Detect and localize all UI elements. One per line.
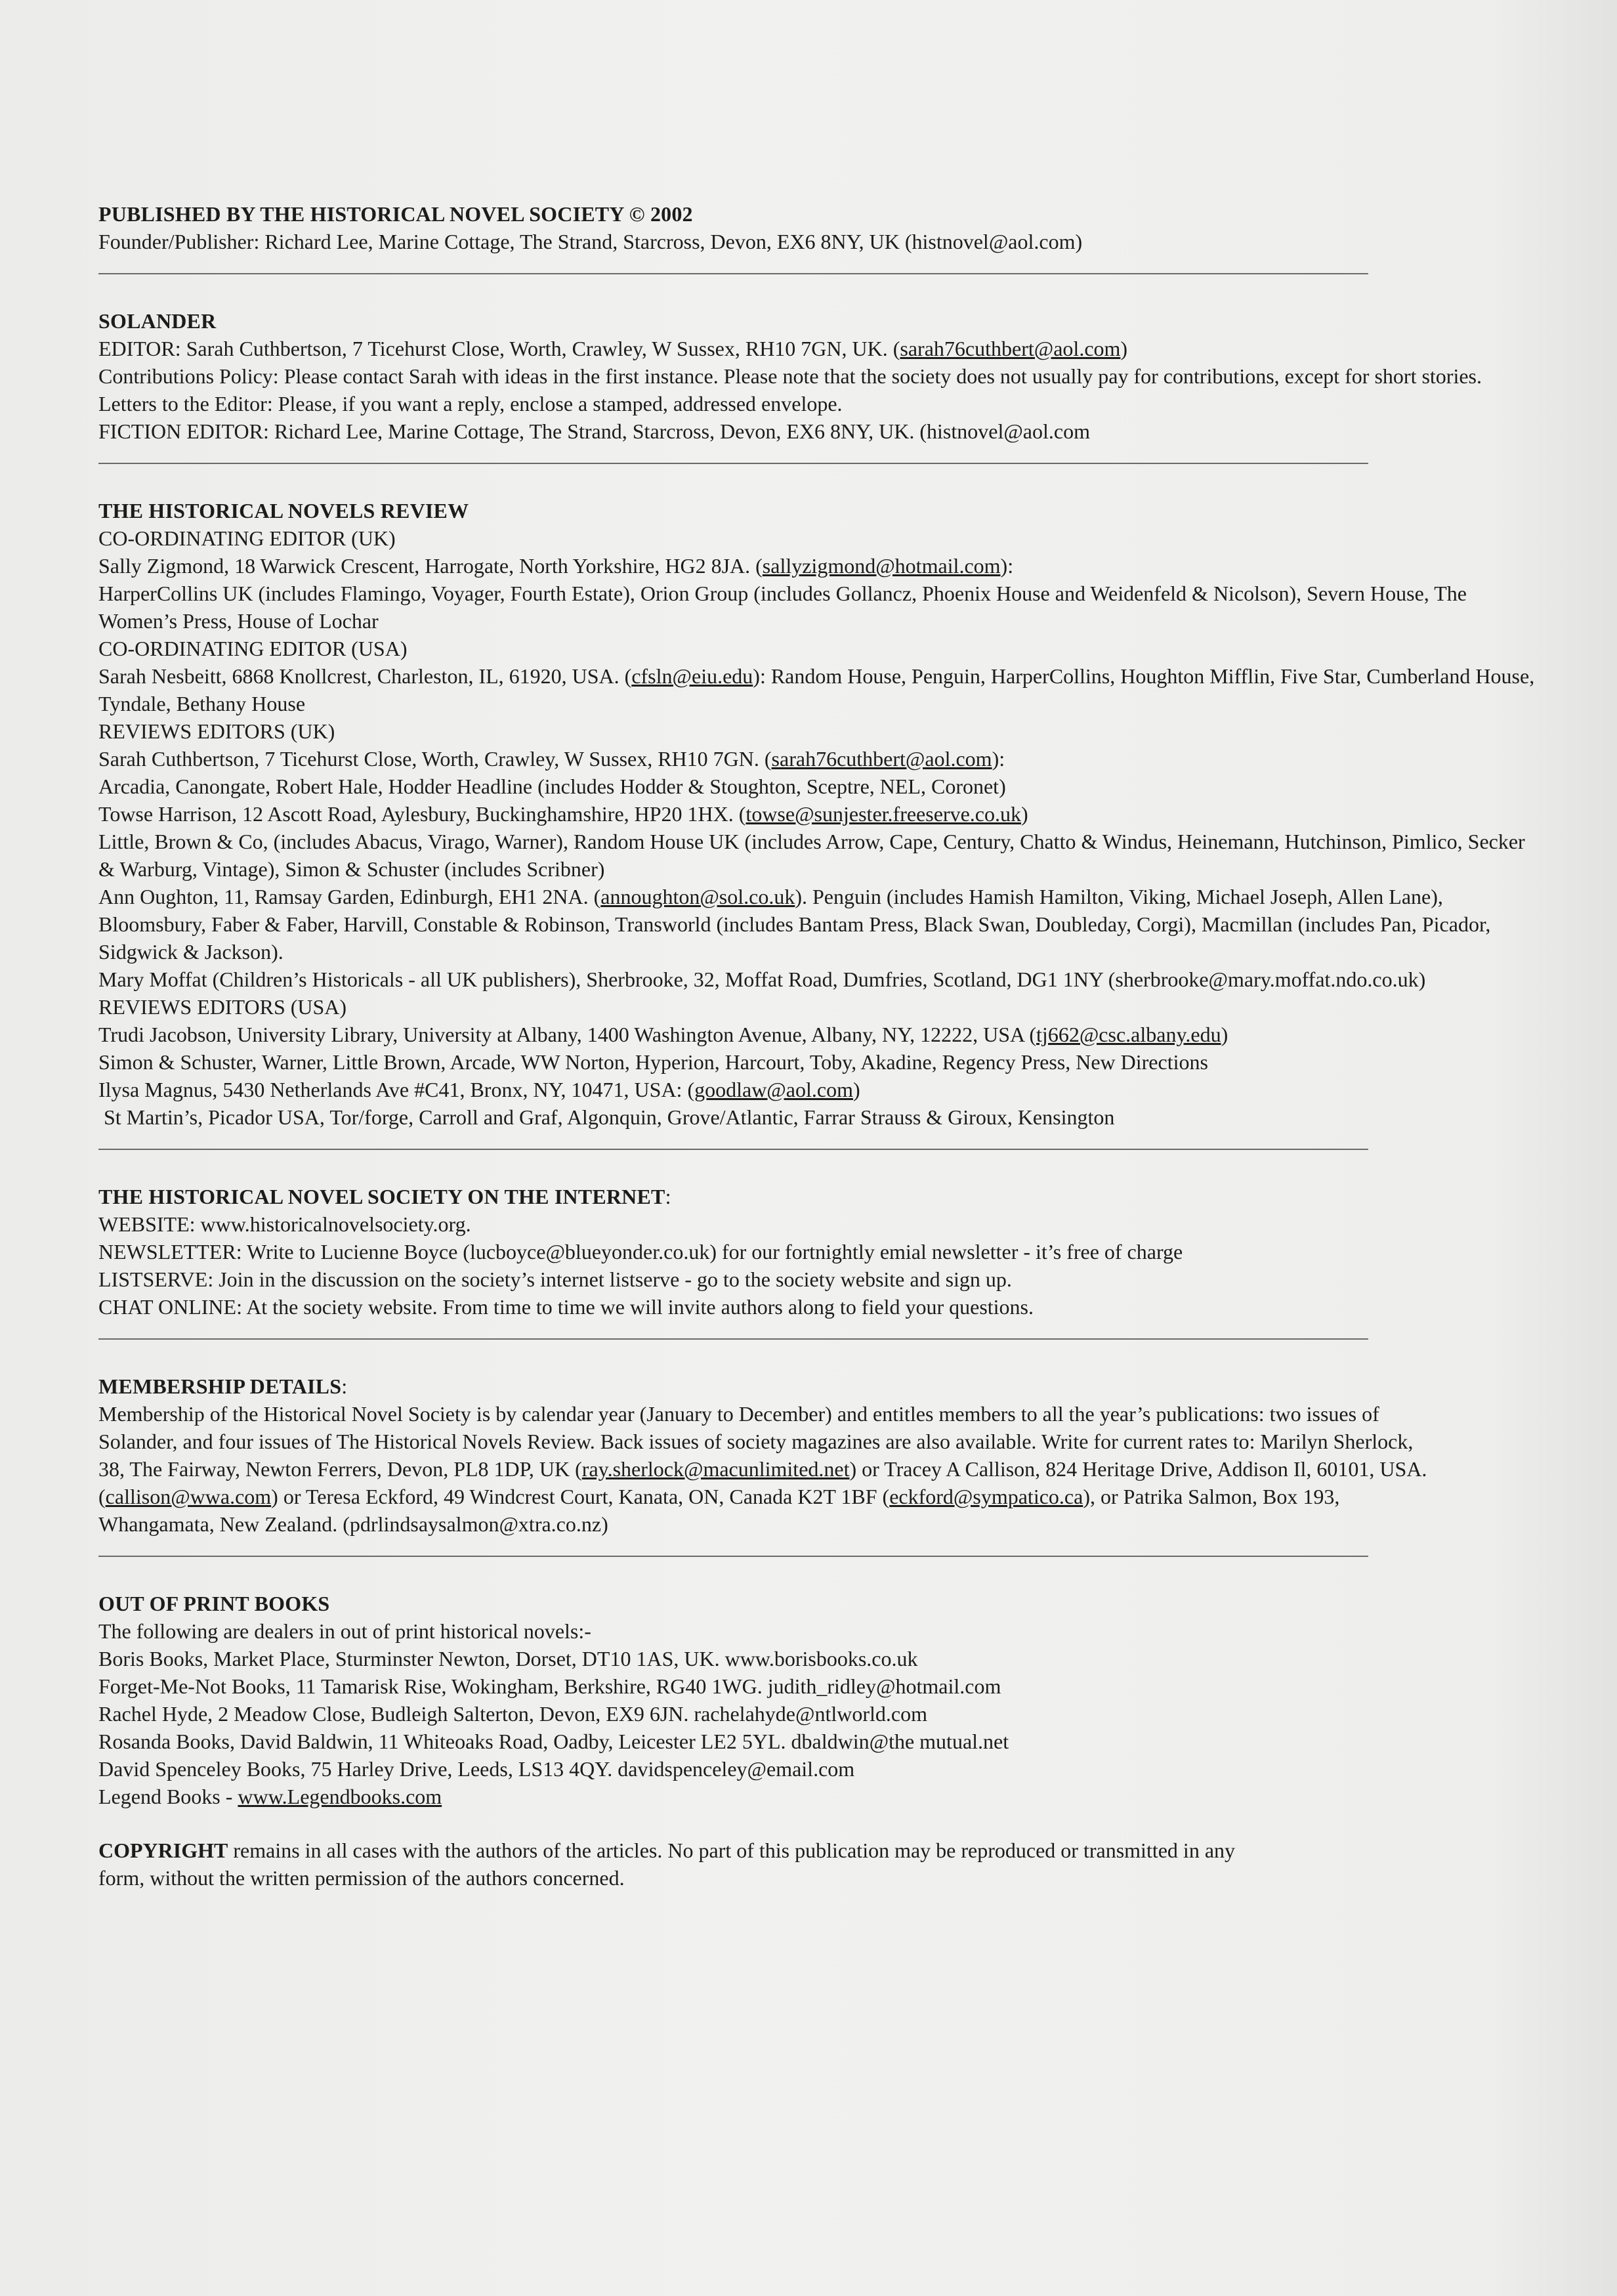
rev-uk-1-text-end: ): <box>992 747 1005 771</box>
rev-uk-1-publishers: Arcadia, Canongate, Robert Hale, Hodder Headline (includes Hodder & Stoughton, Sceptre, NEL, Coronet) <box>98 775 1006 798</box>
rev-uk-3-text-end: ). Penguin (includes Hamish Hamilton, Viking, Michael Joseph, Allen Lane), Bloomsbury, Faber & Faber, Harvill, Constable & Robinson, Transworld (includes Bantam Press, Black Swan, Doubleday, Corgi), Macmillan (includes Pan, Picador, Sidgwick & Jackson). <box>98 885 1491 964</box>
review-heading: THE HISTORICAL NOVELS REVIEW <box>98 499 469 522</box>
coord-uk-text: Sally Zigmond, 18 Warwick Crescent, Harrogate, North Yorkshire, HG2 8JA. ( <box>98 554 763 578</box>
solander-editor <box>98 335 1542 362</box>
rev-usa-2-text: Ilysa Magnus, 5430 Netherlands Ave #C41, Bronx, NY, 10471, USA: ( <box>98 1078 695 1101</box>
copyright-text: remains in all cases with the authors of the articles. No part of this publication may be reproduced or transmitted in any form, without the written permission of the authors concerned. <box>98 1839 1236 1890</box>
coord-usa-text: Sarah Nesbeitt, 6868 Knollcrest, Charleston, IL, 61920, USA. ( <box>98 664 632 688</box>
out-of-print-section <box>98 1590 1542 1810</box>
internet-heading: THE HISTORICAL NOVEL SOCIETY ON THE INTERNET <box>98 1185 665 1208</box>
copyright-label: COPYRIGHT <box>98 1839 228 1862</box>
listserve-line: LISTSERVE: Join in the discussion on the society’s internet listserve - go to the society website and sign up. <box>98 1267 1012 1291</box>
membership-email-1-link[interactable]: ray.sherlock@macunlimited.net <box>581 1457 850 1481</box>
fiction-editor: FICTION EDITOR: Richard Lee, Marine Cottage, The Strand, Starcross, Devon, EX6 8NY, UK. (histnovel@aol.com <box>98 419 1090 443</box>
rev-usa-editor-1 <box>98 1021 1542 1048</box>
rev-uk-editor-3 <box>98 883 1536 966</box>
coord-usa-email-link[interactable]: cfsln@eiu.edu <box>631 664 753 688</box>
dealer-item: Rachel Hyde, 2 Meadow Close, Budleigh Salterton, Devon, EX9 6JN. rachelahyde@ntlworld.com <box>98 1702 927 1726</box>
legend-books-link[interactable]: www.Legendbooks.com <box>238 1785 442 1808</box>
membership-email-2-link[interactable]: callison@wwa.com <box>105 1485 272 1508</box>
divider <box>98 1338 1368 1340</box>
rev-uk-editor-2 <box>98 800 1542 828</box>
rev-uk-3-email-link[interactable]: annoughton@sol.co.uk <box>600 885 795 908</box>
page-content <box>98 200 1542 1892</box>
rev-uk-2-text: Towse Harrison, 12 Ascott Road, Aylesbury, Buckinghamshire, HP20 1HX. ( <box>98 802 746 826</box>
dealer-item: Rosanda Books, David Baldwin, 11 Whiteoaks Road, Oadby, Leicester LE2 5YL. dbaldwin@the mutual.net <box>98 1730 1009 1753</box>
chat-line: CHAT ONLINE: At the society website. From time to time we will invite authors along to field your questions. <box>98 1295 1034 1319</box>
legend-books-text: Legend Books - <box>98 1785 238 1808</box>
membership-text-2: ) or Tracey A Callison, 824 Heritage Drive, Addison Il, 60101, USA. ( <box>98 1457 1427 1508</box>
coord-uk-email-link[interactable]: sallyzigmond@hotmail.com <box>762 554 1001 578</box>
editor-email-link[interactable]: sarah76cuthbert@aol.com <box>900 337 1121 360</box>
internet-heading-colon: : <box>665 1185 671 1208</box>
membership-email-3-link[interactable]: eckford@sympatico.ca <box>889 1485 1083 1508</box>
published-section <box>98 200 1542 255</box>
rev-usa-1-text-end: ) <box>1221 1023 1228 1046</box>
divider <box>98 463 1368 464</box>
out-of-print-heading: OUT OF PRINT BOOKS <box>98 1592 330 1615</box>
membership-heading-line <box>98 1372 1542 1400</box>
internet-section <box>98 1183 1542 1321</box>
internet-heading-line <box>98 1183 1542 1210</box>
rev-usa-label: REVIEWS EDITORS (USA) <box>98 995 347 1019</box>
rev-uk-2-publishers: Little, Brown & Co, (includes Abacus, Virago, Warner), Random House UK (includes Arrow, Cape, Century, Chatto & Windus, Heinemann, Hutchinson, Pimlico, Secker & Warburg, Vintage), Simon & Schuster (includes Scribner) <box>98 830 1525 881</box>
membership-heading: MEMBERSHIP DETAILS <box>98 1374 342 1398</box>
solander-heading: SOLANDER <box>98 309 217 333</box>
membership-text-1: Membership of the Historical Novel Society is by calendar year (January to December) and entitles members to all the year’s publications: two issues of Solander, and four issues of The Historical Novels Review. Back issues of society magazines are also available. Write for current rates to: Marilyn Sherlock, 38, The Fairway, Newton Ferrers, Devon, PL8 1DP, UK ( <box>98 1402 1414 1481</box>
membership-text <box>98 1400 1431 1538</box>
membership-section <box>98 1372 1542 1538</box>
coord-usa-editor <box>98 662 1536 717</box>
membership-text-3: ) or Teresa Eckford, 49 Windcrest Court, Kanata, ON, Canada K2T 1BF ( <box>271 1485 890 1508</box>
rev-uk-label: REVIEWS EDITORS (UK) <box>98 719 335 743</box>
out-of-print-intro: The following are dealers in out of print historical novels:- <box>98 1619 591 1643</box>
letters-policy: Letters to the Editor: Please, if you want a reply, enclose a stamped, addressed envelope. <box>98 392 843 415</box>
rev-usa-2-text-end: ) <box>852 1078 860 1101</box>
divider <box>98 273 1368 274</box>
rev-usa-1-publishers: Simon & Schuster, Warner, Little Brown, Arcade, WW Norton, Hyperion, Harcourt, Toby, Akadine, Regency Press, New Directions <box>98 1050 1208 1074</box>
legend-books-line <box>98 1783 1542 1810</box>
copyright-notice <box>98 1837 1280 1892</box>
founder-line: Founder/Publisher: Richard Lee, Marine Cottage, The Strand, Starcross, Devon, EX6 8NY, UK (histnovel@aol.com) <box>98 230 1083 253</box>
membership-heading-colon: : <box>341 1374 348 1398</box>
rev-usa-1-email-link[interactable]: tj662@csc.albany.edu <box>1036 1023 1221 1046</box>
rev-uk-2-text-end: ) <box>1020 802 1028 826</box>
rev-uk-1-email-link[interactable]: sarah76cuthbert@aol.com <box>771 747 992 771</box>
coord-usa-label: CO-ORDINATING EDITOR (USA) <box>98 637 408 660</box>
coord-uk-editor <box>98 552 1542 580</box>
coord-uk-publishers: HarperCollins UK (includes Flamingo, Voyager, Fourth Estate), Orion Group (includes Gollancz, Phoenix House and Weidenfeld & Nicolson), Severn House, The Women’s Press, House of Lochar <box>98 582 1467 633</box>
rev-uk-1-text: Sarah Cuthbertson, 7 Ticehurst Close, Worth, Crawley, W Sussex, RH10 7GN. ( <box>98 747 772 771</box>
rev-usa-1-text: Trudi Jacobson, University Library, University at Albany, 1400 Washington Avenue, Albany, NY, 12222, USA ( <box>98 1023 1037 1046</box>
rev-uk-2-email-link[interactable]: towse@sunjester.freeserve.co.uk <box>746 802 1021 826</box>
solander-section <box>98 307 1542 445</box>
dealer-item: Forget-Me-Not Books, 11 Tamarisk Rise, Wokingham, Berkshire, RG40 1WG. judith_ridley@hotmail.com <box>98 1674 1001 1698</box>
rev-uk-editor-4: Mary Moffat (Children’s Historicals - all UK publishers), Sherbrooke, 32, Moffat Road, Dumfries, Scotland, DG1 1NY (sherbrooke@mary.moffat.ndo.co.uk) <box>98 967 1426 991</box>
published-heading: PUBLISHED BY THE HISTORICAL NOVEL SOCIETY © 2002 <box>98 202 693 226</box>
coord-usa-text-end: ): Random House, Penguin, HarperCollins, Houghton Mifflin, Five Star, Cumberland House, Tyndale, Bethany House <box>98 664 1535 715</box>
rev-usa-editor-2 <box>98 1076 1542 1103</box>
contributions-policy: Contributions Policy: Please contact Sarah with ideas in the first instance. Please note that the society does not usually pay for contributions, except for short stories. <box>98 364 1482 388</box>
rev-usa-2-publishers: St Martin’s, Picador USA, Tor/forge, Carroll and Graf, Algonquin, Grove/Atlantic, Farrar Strauss & Giroux, Kensington <box>98 1105 1115 1129</box>
rev-uk-3-text: Ann Oughton, 11, Ramsay Garden, Edinburgh, EH1 2NA. ( <box>98 885 601 908</box>
dealer-item: David Spenceley Books, 75 Harley Drive, Leeds, LS13 4QY. davidspenceley@email.com <box>98 1757 855 1781</box>
editor-text-end: ) <box>1120 337 1128 360</box>
spacer <box>98 1810 1542 1837</box>
divider <box>98 1149 1368 1150</box>
coord-uk-text-end: ): <box>1000 554 1014 578</box>
website-line: WEBSITE: www.historicalnovelsociety.org. <box>98 1212 471 1236</box>
membership-text-4: ), or Patrika Salmon, Box 193, Whangamata, New Zealand. (pdrlindsaysalmon@xtra.co.nz) <box>98 1485 1340 1536</box>
editor-text: EDITOR: Sarah Cuthbertson, 7 Ticehurst Close, Worth, Crawley, W Sussex, RH10 7GN, UK. ( <box>98 337 900 360</box>
review-section <box>98 497 1542 1131</box>
rev-uk-editor-1 <box>98 745 1542 773</box>
dealer-item: Boris Books, Market Place, Sturminster Newton, Dorset, DT10 1AS, UK. www.borisbooks.co.uk <box>98 1647 918 1670</box>
coord-uk-label: CO-ORDINATING EDITOR (UK) <box>98 526 396 550</box>
newsletter-line: NEWSLETTER: Write to Lucienne Boyce (lucboyce@blueyonder.co.uk) for our fortnightly emial newsletter - it’s free of charge <box>98 1240 1183 1264</box>
divider <box>98 1556 1368 1557</box>
rev-usa-2-email-link[interactable]: goodlaw@aol.com <box>694 1078 853 1101</box>
